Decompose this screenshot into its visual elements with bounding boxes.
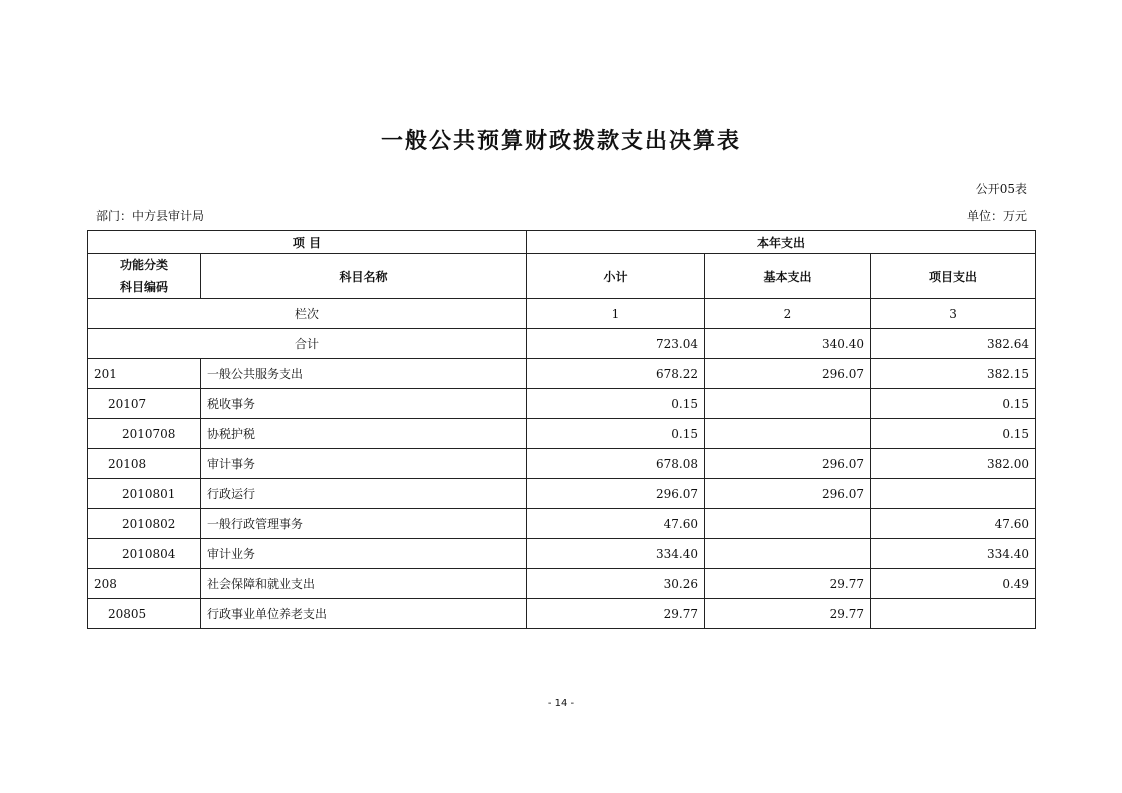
header-row-1 xyxy=(88,231,1036,254)
table-row xyxy=(88,569,1036,599)
form-number: 公开05表 xyxy=(975,182,1027,196)
row-basic xyxy=(705,539,871,569)
row-project: 47.60 xyxy=(871,509,1036,539)
table-row xyxy=(88,599,1036,629)
row-basic xyxy=(705,389,871,419)
row-basic xyxy=(705,509,871,539)
total-label: 合计 xyxy=(88,329,527,359)
row-name: 税收事务 xyxy=(201,389,527,419)
row-subtotal: 296.07 xyxy=(527,479,705,509)
row-basic xyxy=(705,419,871,449)
row-code: 20805 xyxy=(88,599,201,629)
total-basic: 340.40 xyxy=(705,329,871,359)
row-subtotal: 47.60 xyxy=(527,509,705,539)
table-row xyxy=(88,449,1036,479)
func-class-line2: 科目编码 xyxy=(119,280,168,294)
table-row xyxy=(88,509,1036,539)
row-code: 2010802 xyxy=(88,509,201,539)
table-row xyxy=(88,359,1036,389)
row-code: 201 xyxy=(88,359,201,389)
row-name: 审计业务 xyxy=(201,539,527,569)
row-basic: 296.07 xyxy=(705,479,871,509)
table-row xyxy=(88,479,1036,509)
subject-name-header: 科目名称 xyxy=(201,254,527,299)
row-project: 334.40 xyxy=(871,539,1036,569)
page-number: - 14 - xyxy=(547,698,575,709)
row-name: 行政事业单位养老支出 xyxy=(201,599,527,629)
column-index-2: 2 xyxy=(705,299,871,329)
row-subtotal: 0.15 xyxy=(527,389,705,419)
row-code: 2010708 xyxy=(88,419,201,449)
func-class-line1: 功能分类 xyxy=(119,258,168,272)
row-basic: 29.77 xyxy=(705,569,871,599)
row-subtotal: 334.40 xyxy=(527,539,705,569)
row-code: 208 xyxy=(88,569,201,599)
project-header: 项 目 xyxy=(88,231,527,254)
row-name: 社会保障和就业支出 xyxy=(201,569,527,599)
table-row xyxy=(88,539,1036,569)
column-index-1: 1 xyxy=(527,299,705,329)
row-project: 0.15 xyxy=(871,389,1036,419)
table-row xyxy=(88,419,1036,449)
column-index-3: 3 xyxy=(871,299,1036,329)
current-year-header: 本年支出 xyxy=(527,231,1036,254)
expenditure-table xyxy=(87,230,1036,629)
row-project: 382.15 xyxy=(871,359,1036,389)
basic-header: 基本支出 xyxy=(705,254,871,299)
row-basic: 29.77 xyxy=(705,599,871,629)
func-class-header xyxy=(88,254,201,299)
total-row xyxy=(88,329,1036,359)
row-project xyxy=(871,599,1036,629)
row-project: 0.49 xyxy=(871,569,1036,599)
row-name: 一般公共服务支出 xyxy=(201,359,527,389)
row-subtotal: 678.08 xyxy=(527,449,705,479)
column-index-row xyxy=(88,299,1036,329)
row-subtotal: 678.22 xyxy=(527,359,705,389)
row-code: 2010801 xyxy=(88,479,201,509)
project-exp-header: 项目支出 xyxy=(871,254,1036,299)
row-name: 行政运行 xyxy=(201,479,527,509)
row-code: 20108 xyxy=(88,449,201,479)
unit-label: 单位：万元 xyxy=(966,209,1027,223)
row-project xyxy=(871,479,1036,509)
total-subtotal: 723.04 xyxy=(527,329,705,359)
row-code: 2010804 xyxy=(88,539,201,569)
row-project: 0.15 xyxy=(871,419,1036,449)
row-name: 一般行政管理事务 xyxy=(201,509,527,539)
total-project: 382.64 xyxy=(871,329,1036,359)
row-basic: 296.07 xyxy=(705,449,871,479)
row-subtotal: 30.26 xyxy=(527,569,705,599)
table-row xyxy=(88,389,1036,419)
row-name: 审计事务 xyxy=(201,449,527,479)
subtotal-header: 小计 xyxy=(527,254,705,299)
row-subtotal: 29.77 xyxy=(527,599,705,629)
column-index-label: 栏次 xyxy=(88,299,527,329)
header-row-2 xyxy=(88,254,1036,299)
page-title: 一般公共预算财政拨款支出决算表 xyxy=(380,129,741,154)
row-basic: 296.07 xyxy=(705,359,871,389)
row-subtotal: 0.15 xyxy=(527,419,705,449)
department-label: 部门：中方县审计局 xyxy=(96,209,205,223)
row-name: 协税护税 xyxy=(201,419,527,449)
row-project: 382.00 xyxy=(871,449,1036,479)
row-code: 20107 xyxy=(88,389,201,419)
